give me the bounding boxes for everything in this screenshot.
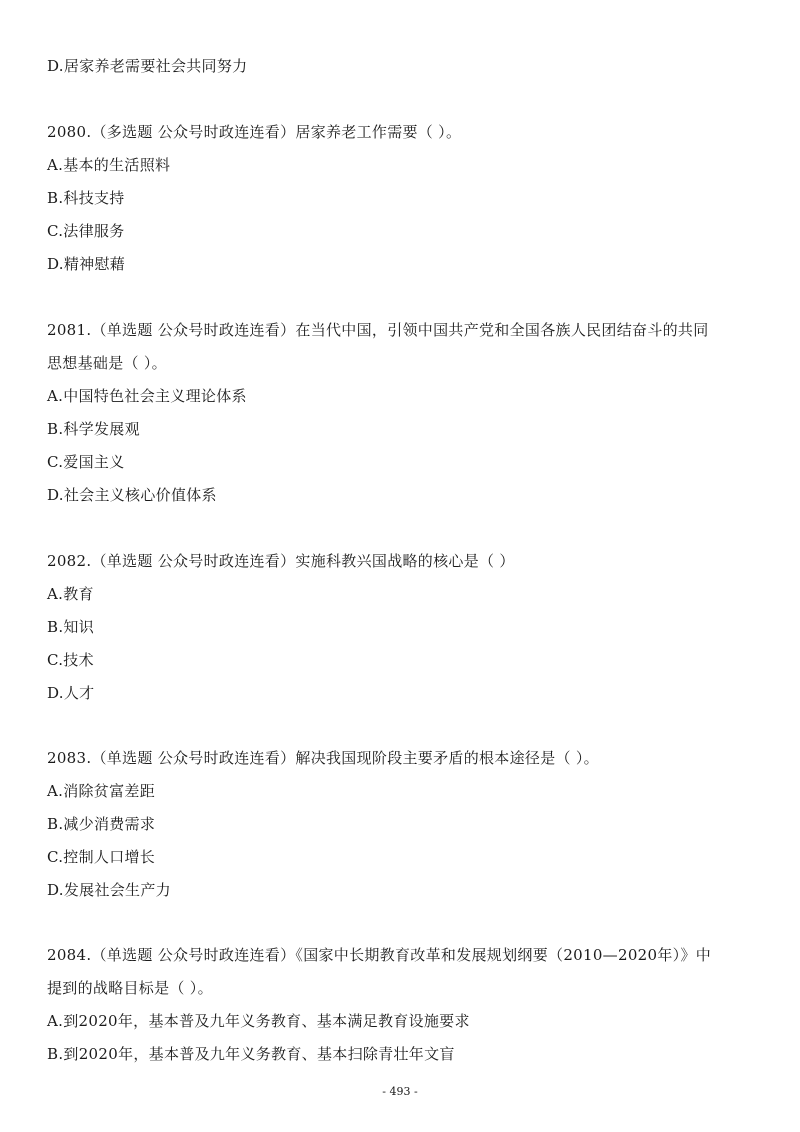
option-text: D.居家养老需要社会共同努力 [47, 57, 248, 75]
question-stem-continued: 思想基础是（ ）。 [47, 354, 167, 372]
option-text: C.技术 [47, 651, 94, 669]
option-text: D.精神慰藉 [47, 255, 126, 273]
page-number: - 493 - [382, 1085, 418, 1098]
question-stem: 2080.（多选题 公众号时政连连看）居家养老工作需要（ ）。 [47, 123, 462, 141]
option-text: A.中国特色社会主义理论体系 [47, 387, 247, 405]
question-stem: 2081.（单选题 公众号时政连连看）在当代中国，引领中国共产党和全国各族人民团结奋斗的共同 [47, 321, 709, 339]
option-text: C.控制人口增长 [47, 848, 156, 866]
option-text: A.到2020年，基本普及九年义务教育、基本满足教育设施要求 [47, 1012, 470, 1030]
option-text: D.社会主义核心价值体系 [47, 486, 217, 504]
option-text: A.教育 [47, 585, 94, 603]
option-text: D.人才 [47, 684, 95, 702]
option-text: A.基本的生活照料 [47, 156, 171, 174]
option-text: C.爱国主义 [47, 453, 125, 471]
question-stem: 2084.（单选题 公众号时政连连看）《国家中长期教育改革和发展规划纲要（2010—2020年）》中 [47, 946, 712, 964]
option-text: A.消除贫富差距 [47, 782, 156, 800]
question-stem: 2083.（单选题 公众号时政连连看）解决我国现阶段主要矛盾的根本途径是（ ）。 [47, 749, 599, 767]
option-text: B.到2020年，基本普及九年义务教育、基本扫除青壮年文盲 [47, 1045, 455, 1063]
option-text: B.科技支持 [47, 189, 125, 207]
option-text: D.发展社会生产力 [47, 881, 171, 899]
option-text: B.科学发展观 [47, 420, 140, 438]
option-text: B.减少消费需求 [47, 815, 156, 833]
option-text: C.法律服务 [47, 222, 125, 240]
question-stem-continued: 提到的战略目标是（ ）。 [47, 979, 213, 997]
option-text: B.知识 [47, 618, 94, 636]
question-stem: 2082.（单选题 公众号时政连连看）实施科教兴国战略的核心是（ ） [47, 552, 515, 570]
